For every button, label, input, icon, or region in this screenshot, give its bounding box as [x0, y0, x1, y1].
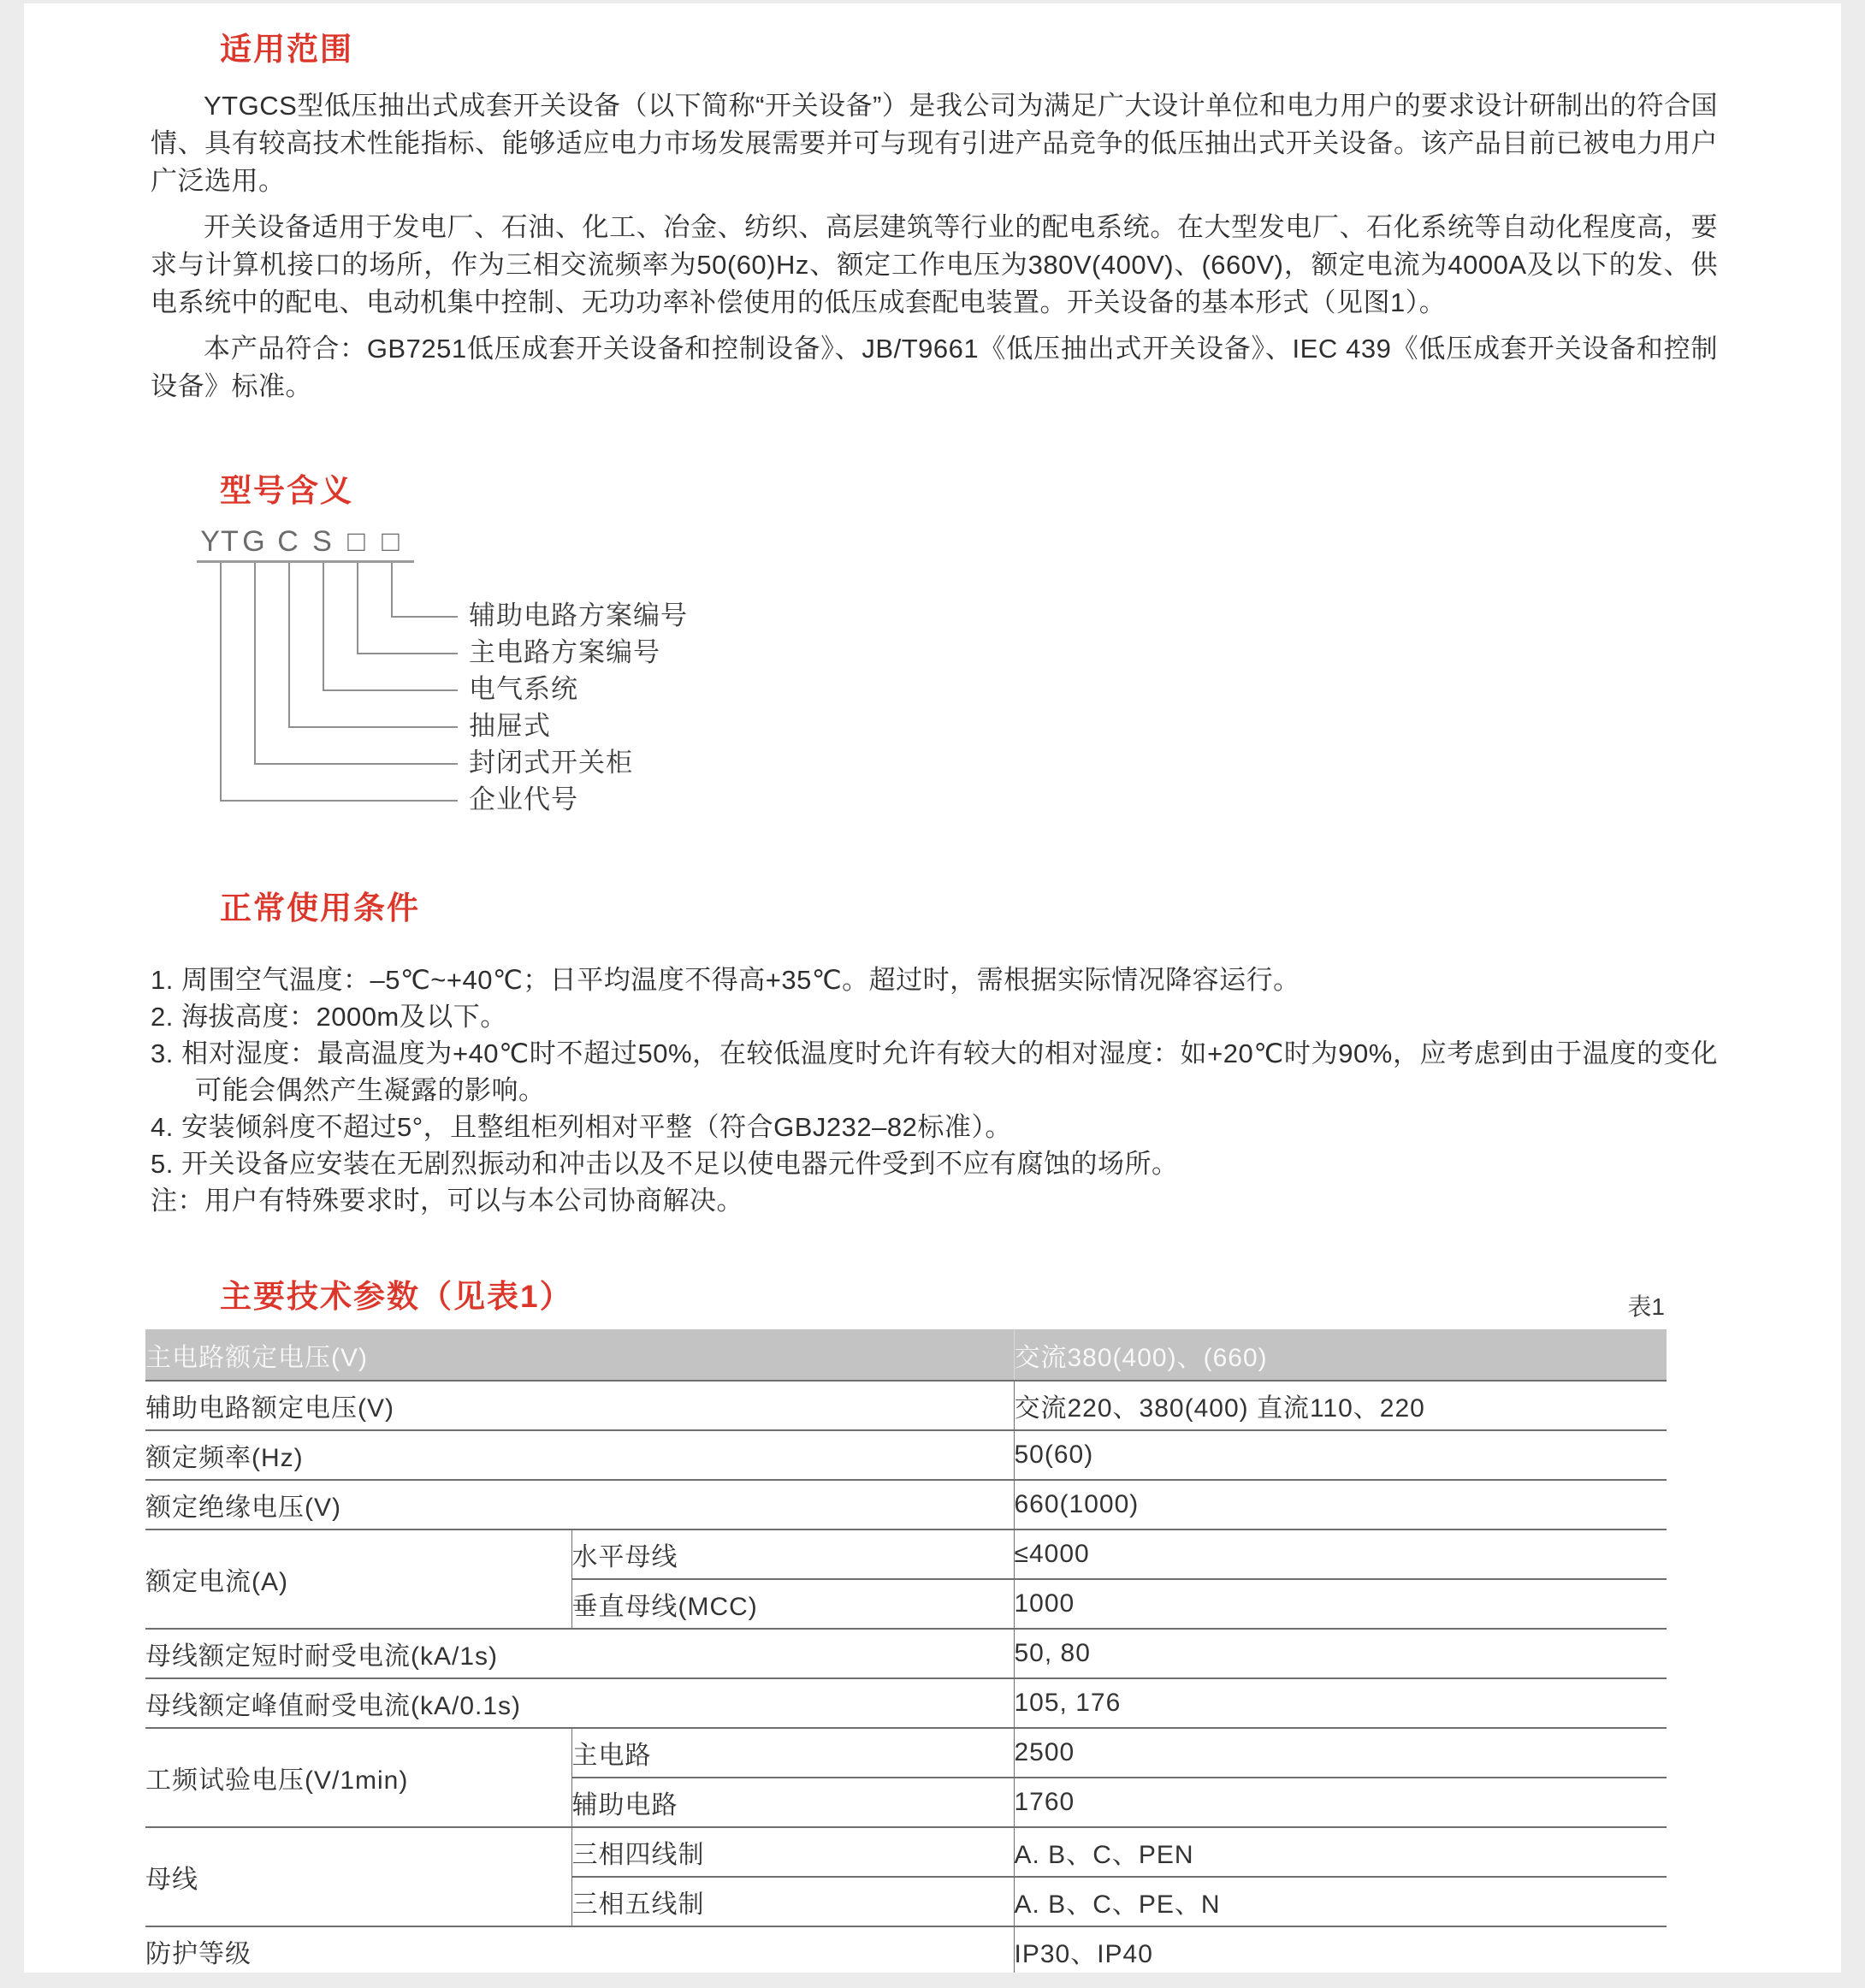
param-value: A. B、C、PEN	[1014, 1827, 1667, 1877]
paragraph: 本产品符合：GB7251低压成套开关设备和控制设备》、JB/T9661《低压抽出式开关设备》、IEC 439《低压成套开关设备和控制设备》标准。	[151, 334, 1718, 401]
table-row	[145, 1728, 1667, 1778]
model-code-label: 辅助电路方案编号	[469, 601, 688, 630]
param-value: 交流220、380(400) 直流110、220	[1014, 1381, 1667, 1430]
condition-item: 2. 海拔高度：2000m及以下。	[151, 1002, 507, 1032]
model-code-label: 封闭式开关柜	[469, 748, 633, 778]
param-value: 1000	[1014, 1579, 1667, 1629]
diagram-connector-hline	[391, 616, 458, 618]
param-value: 交流380(400)、(660)	[1014, 1329, 1667, 1381]
table-row	[145, 1430, 1667, 1480]
model-code-label: 抽屉式	[469, 711, 551, 741]
section-parameters	[145, 1278, 1667, 1977]
table-tag-label: 表1	[1627, 1293, 1665, 1320]
condition-item: 5. 开关设备应安装在无剧烈振动和冲击以及不足以使电器元件受到不应有腐蚀的场所。	[151, 1149, 1179, 1179]
paragraph: 开关设备适用于发电厂、石油、化工、冶金、纺织、高层建筑等行业的配电系统。在大型发电厂、石化系统等自动化程度高，要求与计算机接口的场所，作为三相交流频率为50(60)Hz、额定工作电压为380V(400V)、(660V)，额定电流为4000A及以下的发、供电系统中的配电、电动机集中控制、无功功率补偿使用的低压成套配电装置。开关设备的基本形式（见图1）。	[151, 212, 1718, 317]
param-value: IP30、IP40	[1014, 1926, 1667, 1976]
param-sub-label: 辅助电路	[571, 1778, 1014, 1827]
diagram-connector-vline	[391, 563, 393, 616]
param-sub-label: 三相四线制	[571, 1827, 1014, 1877]
diagram-connector-hline	[220, 800, 458, 802]
param-sub-label: 垂直母线(MCC)	[571, 1579, 1014, 1629]
diagram-connector-vline	[323, 563, 324, 689]
table-row	[145, 1926, 1667, 1976]
param-label: 工频试验电压(V/1min)	[145, 1728, 571, 1827]
param-value: 2500	[1014, 1728, 1667, 1778]
diagram-connector-vline	[357, 563, 358, 653]
model-code-letter: YT	[200, 525, 240, 558]
param-value: 50, 80	[1014, 1629, 1667, 1678]
section-title-parameters: 主要技术参数（见表1）	[220, 1279, 573, 1314]
table-row	[145, 1529, 1667, 1579]
diagram-connector-vline	[220, 563, 222, 800]
param-label: 母线额定峰值耐受电流(kA/0.1s)	[145, 1678, 1014, 1728]
section-scope	[151, 31, 1718, 405]
param-value: 50(60)	[1014, 1430, 1667, 1480]
section-title-conditions: 正常使用条件	[220, 890, 420, 926]
condition-item: 1. 周围空气温度：–5℃~+40℃；日平均温度不得高+35℃。超过时，需根据实际情况降容运行。	[151, 965, 1300, 995]
param-label: 额定绝缘电压(V)	[145, 1480, 1014, 1529]
diagram-connector-hline	[323, 689, 458, 691]
param-value: A. B、C、PE、N	[1014, 1877, 1667, 1926]
table-row	[145, 1629, 1667, 1678]
model-code-letter: C	[277, 525, 299, 558]
table-row	[145, 1381, 1667, 1430]
scope-paragraphs	[151, 87, 1718, 405]
page-edge-bottom	[0, 1973, 1865, 1988]
param-label: 防护等级	[145, 1926, 1014, 1976]
section-model-meaning	[0, 472, 1865, 857]
table-row	[145, 1480, 1667, 1529]
diagram-connector-vline	[288, 563, 290, 726]
condition-item: 4. 安装倾斜度不超过5°，且整组柜列相对平整（符合GBJ232–82标准）。	[151, 1112, 1012, 1142]
param-label: 额定频率(Hz)	[145, 1430, 1014, 1480]
diagram-connector-hline	[254, 763, 458, 765]
model-code-letter: □	[382, 525, 400, 558]
section-conditions	[151, 890, 1718, 1219]
model-code-letter: □	[347, 525, 366, 558]
param-sub-label: 三相五线制	[571, 1877, 1014, 1926]
table-row	[145, 1827, 1667, 1877]
param-value: 105, 176	[1014, 1678, 1667, 1728]
model-code-letter: G	[242, 525, 266, 558]
page-edge-right	[1841, 0, 1865, 1988]
diagram-connector-hline	[357, 653, 458, 654]
param-value: 660(1000)	[1014, 1480, 1667, 1529]
param-value: 1760	[1014, 1778, 1667, 1827]
diagram-connector-vline	[254, 563, 256, 763]
conditions-list	[151, 961, 1718, 1182]
param-value: ≤4000	[1014, 1529, 1667, 1579]
page-edge-top	[0, 0, 1865, 3]
model-code-label: 主电路方案编号	[469, 637, 660, 667]
conditions-note: 注：用户有特殊要求时，可以与本公司协商解决。	[151, 1186, 743, 1216]
model-code-label: 企业代号	[469, 784, 578, 814]
page-edge-left	[0, 0, 24, 1988]
paragraph: YTGCS型低压抽出式成套开关设备（以下简称“开关设备”）是我公司为满足广大设计单位和电力用户的要求设计研制出的符合国情、具有较高技术性能指标、能够适应电力市场发展需要并可与现有引进产品竞争的低压抽出式开关设备。该产品目前已被电力用户广泛选用。	[151, 91, 1718, 196]
param-label: 主电路额定电压(V)	[145, 1329, 1014, 1381]
section-title-scope: 适用范围	[220, 32, 353, 67]
param-sub-label: 水平母线	[571, 1529, 1014, 1579]
condition-item: 3. 相对湿度：最高温度为+40℃时不超过50%，在较低温度时允许有较大的相对湿度：如+20℃时为90%，应考虑到由于温度的变化可能会偶然产生凝露的影响。	[151, 1038, 1718, 1105]
param-label: 母线额定短时耐受电流(kA/1s)	[145, 1629, 1014, 1678]
parameters-table	[145, 1329, 1667, 1977]
diagram-connector-hline	[288, 726, 458, 728]
table-header-row	[145, 1329, 1667, 1381]
param-sub-label: 主电路	[571, 1728, 1014, 1778]
model-code-diagram	[0, 472, 1865, 857]
param-label: 额定电流(A)	[145, 1529, 571, 1629]
param-label: 辅助电路额定电压(V)	[145, 1381, 1014, 1430]
table-row	[145, 1678, 1667, 1728]
model-code-label: 电气系统	[469, 674, 578, 704]
section-title-model: 型号含义	[220, 473, 353, 508]
parameters-table-body	[145, 1329, 1667, 1976]
param-label: 母线	[145, 1827, 571, 1926]
model-code-letter: S	[312, 525, 333, 558]
